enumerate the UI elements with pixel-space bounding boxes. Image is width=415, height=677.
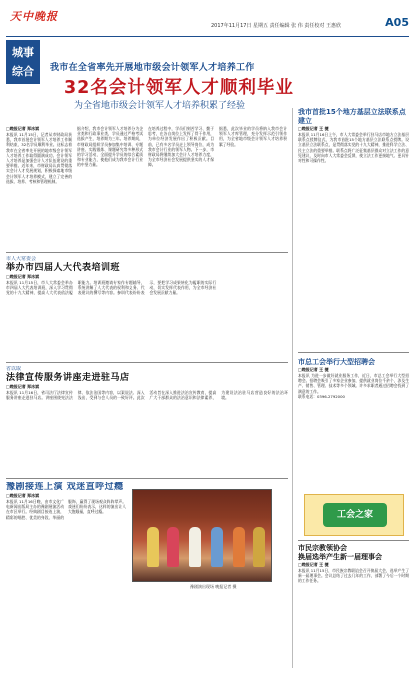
lead-body-1: 本报讯 11月15日，记者从市财政局获悉，我市首批会计领军人才培养工作顺利结束，32名学员顺利毕业。这标志着我市在全省率先开展的地市级会计领军人才培养工作取得圆满成功。会计领军人才培养是加强会计人才队伍建设的重要举措。近年来，市财政局认真贯彻落实会计人才发展规划，积极探索地市级会计领军人才培养模式，建立了完善的选拔、培养、考核和管理机制。 (6, 132, 72, 184)
lead-column-3 (148, 126, 214, 246)
lead-body-4: 据悉，此次毕业的学员将纳入我市会计领军人才库管理，充分发挥示范引领作用，为全省地市级会计领军人才培养积累了经验。 (219, 126, 287, 147)
bottom-right-byline: □晚报记者 王 捷 (298, 562, 329, 567)
section-rule-1 (6, 252, 288, 253)
bottom-right-body: 本报讯 11月15日，市民族宗教联谊会召开换届大会，选举产生了新一届理事会。会议总结了过去几年的工作，部署了今后一个时期的工作任务。 (298, 568, 409, 584)
npc-section-label: 市人大常委会 (6, 256, 37, 262)
section-tag-line-1: 城事 (12, 46, 34, 59)
union-title: 市总工会举行大型招聘会 (298, 358, 375, 366)
performer-figure (233, 527, 245, 567)
bottom-right-title-1: 市民宗教领协会 (298, 544, 347, 552)
ad-label: 工会之家 (323, 503, 387, 527)
performer-figure (189, 527, 201, 567)
section-tag (6, 40, 40, 84)
side-rule-1 (298, 352, 409, 353)
side-top-body: 本报讯 11月16日上午，市人大常委会举行驻马店市地方立法基层联系点授牌仪式，为我市首批15个地方基层立法联系点授牌。设立基层立法联系点，是贯彻落实党的十九大精神，推进科学立法、民主立法的重要举措。联系点将广泛征集基层群众对立法工作的意见建议，及时向市人大常委会反馈，使立法工作更接地气、更具针对性和可操作性。 (298, 132, 409, 164)
union-job-fair-story (298, 358, 409, 480)
npc-title: 举办市四届人大代表培训班 (6, 263, 121, 273)
opera-title: 豫剧接连上演 戏迷直呼过瘾 (6, 482, 124, 492)
bottom-right-story (298, 544, 409, 672)
lead-column-1 (6, 126, 72, 246)
union-body: 本报讯 为进一步做好就业服务工作，近日，市总工会举行大型招聘会。招聘会吸引了多家企业参加，提供就业岗位千余个，涉及生产、销售、管理、技术等多个领域。许多求职者通过招聘会找到了满意的工作。 (298, 373, 409, 394)
opera-story (6, 482, 126, 672)
performer-figure (147, 527, 159, 567)
performer-figure (167, 527, 179, 567)
lead-column-4 (219, 126, 287, 246)
legal-byline: □晚报记者 郑冰斌 (6, 384, 40, 389)
performer-figure (253, 527, 265, 567)
lead-kicker: 我市在全省率先开展地市级会计领军人才培养工作 (50, 63, 255, 73)
lead-byline: □晚报记者 郑冰斌 (6, 126, 40, 131)
column-divider (292, 108, 293, 668)
lead-body-3: 在培养过程中，学员们刻苦学习、勤于思考，在各自岗位上发挥了骨干作用，为单位经济发展作出了积极贡献。目前，已有多名学员走上领导岗位，成为我市会计行业的领军人物。下一步，市财政局将继续加大会计人才培养力度，为全市经济社会发展提供坚实的人才保障。 (148, 126, 214, 168)
union-ad (304, 494, 404, 536)
photo-caption: 豫剧演出现场 晚报记者 摄 (190, 584, 237, 589)
opera-body: 本报讯 11月16日晚，由市文化广电新闻出版局主办的豫剧展演活动在市区举行。经典剧目接连上演，精彩的唱腔、优美的身段、华丽的服饰，赢得了现场观众阵阵掌声。戏迷们纷纷表示，这样的演出让人大饱眼福，直呼过瘾。 (6, 499, 126, 520)
section-rule-3 (6, 478, 288, 479)
opera-photo (132, 489, 272, 582)
side-rule-2 (298, 540, 409, 541)
masthead (6, 8, 409, 38)
legal-tour-story (6, 366, 288, 472)
masthead-rule (6, 36, 409, 37)
opera-byline: □晚报记者 郑冰斌 (6, 493, 40, 498)
lead-body-2: 据介绍，我市会计领军人才培养分为企业类和行政事业类，学员通过严格考试选拔产生，培养期为三年。培养期间，市财政局组织学员参加集中培训、专题讲座、实践锻炼、课题研究等多种形式的学习活动，全面提升学员的综合素质和专业能力，使他们成为我市会计行业的中坚力量。 (77, 126, 143, 168)
union-byline: □晚报记者 王 捷 (298, 367, 329, 372)
side-top-title: 我市首批15个地方基层立法联系点建立 (298, 108, 406, 125)
legal-section-label: 省以取 (6, 366, 22, 372)
legal-body: 本报讯 11月16日，省司法厅法律宣传服务讲座走进驻马店。讲座围绕宪法法律、依法治国等内容，以案说法、深入浅出，受到与会人员的一致好评。此次活动旨在深入推进法治宣传教育，提高广大干部群众的法治意识和法律素养，为建设法治驻马店营造良好的法治环境。 (6, 390, 288, 401)
performer-figure (211, 527, 223, 567)
side-top-byline: □晚报记者 王 捷 (298, 126, 329, 131)
bottom-right-title-2: 换届选举产生新一届理事会 (298, 553, 382, 561)
npc-body: 本报讯 11月15日，市人大常委会举办市四届人大代表培训班，深入学习贯彻党的十九大精神，提高人大代表依法履职能力。培训班邀请专家作专题辅导，系统讲解了人大代表的权利和义务、代表建议的撰写等内容。参训代表纷纷表示，要把学习成果转化为履职的实际行动，切实发挥代表作用，为全市经济社会发展贡献力量。 (6, 280, 217, 296)
section-tag-line-2: 综合 (12, 65, 34, 78)
lead-subhead: 为全省地市级会计领军人才培养积累了经验 (74, 101, 246, 111)
npc-meeting-story (6, 256, 288, 356)
union-contact: 联系电话：0396-2792000 (298, 393, 345, 399)
newspaper-logo: 天中晚报 (10, 10, 58, 23)
side-top-story (298, 108, 409, 354)
page-number: A05 (385, 16, 409, 29)
lead-headline: 32名会计领军人才顺利毕业 (64, 78, 294, 98)
lead-column-2 (77, 126, 143, 246)
section-rule-2 (6, 362, 288, 363)
issue-meta: 2017年11月17日 星期五 责任编辑 张 伟 责任校对 王惠欣 (211, 23, 341, 29)
npc-byline: □晚报记者 郑冰斌 (6, 274, 40, 279)
legal-title: 法律宣传服务讲座走进驻马店 (6, 373, 130, 383)
